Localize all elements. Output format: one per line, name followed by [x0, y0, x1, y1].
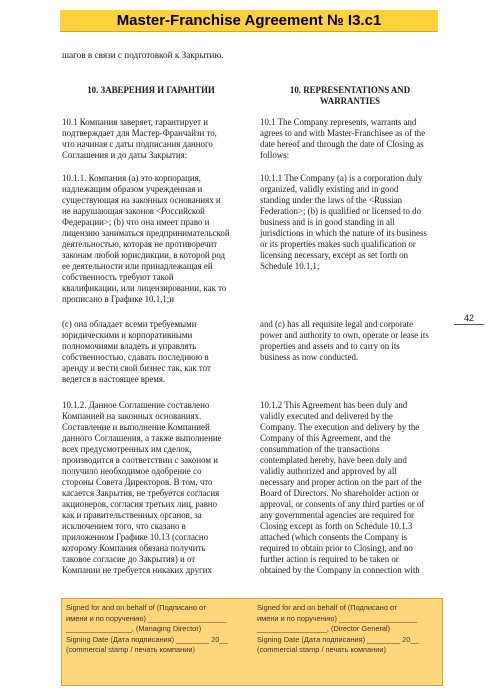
signature-footer — [61, 598, 443, 686]
text-line: ведется в настоящее время. — [62, 374, 166, 384]
text-line: validly authorized and approved by all — [260, 466, 397, 476]
text-line: contemplated hereby, have been duly and — [260, 455, 407, 465]
text-line: таковое согласие до Закрытия) и от — [62, 554, 196, 564]
text-line: аренду и вести свой бизнес так, как тот — [62, 363, 211, 373]
text-line: Соглашения и до даты Закрытия: — [62, 150, 188, 160]
english-paragraph-10-1 — [260, 117, 440, 161]
text-line: полномочиями владеть и управлять — [62, 341, 197, 351]
text-line: не нарушающая законов <Российской — [62, 206, 205, 216]
text-line: как и правительственных органов, за — [62, 510, 202, 520]
text-line: надлежащим образом учрежденная и — [62, 184, 203, 194]
russian-paragraph-10-1-2 — [62, 400, 240, 576]
text-line: further action is required to be taken or — [260, 554, 399, 564]
text-line: organized, validly existing and in good — [260, 184, 399, 194]
text-line: Федерации>; (b) что она имеет право и — [62, 217, 210, 227]
text-line: 10.1.1. Компания (a) это корпорация, — [62, 173, 201, 183]
text-line: лицензию заниматься предпринимательской — [62, 228, 230, 238]
text-line: приложенном Графике 10.13 (согласно — [62, 532, 209, 542]
text-line: business and is in good standing in all — [260, 217, 395, 227]
text-line: follows: — [260, 150, 290, 160]
text-line: Составление и выполнение Компанией — [62, 422, 210, 432]
text-line: 10.1.1 The Company (a) is a corporation duly — [260, 173, 423, 183]
text-line: 10.1.2. Данное Соглашение составлено — [62, 400, 210, 410]
signature-line: _________________, (Director General) — [257, 624, 391, 633]
text-line: jurisdictions in which the nature of its business — [260, 228, 427, 238]
document-title: Master-Franchise Agreement № I3.c1 — [116, 12, 382, 29]
text-line: Компанией на законных основаниях. — [62, 411, 202, 421]
text-line: подтверждает для Мастер-Франчайзи то, — [62, 128, 217, 138]
page-number: 42 — [464, 313, 475, 323]
text-line: Closing except as forth on Schedule 10.1.3 — [260, 521, 413, 531]
signature-line: Signing Date (Дата подписания) ________ 20__ — [257, 634, 419, 644]
text-line: any governmental agencies are required for — [260, 510, 415, 520]
text-line: прописано в Графике 10.1,1;и — [62, 294, 175, 304]
text-line: Schedule 10.1,1; — [260, 261, 320, 271]
text-line: 10.1 The Company represents, warrants and — [260, 117, 417, 127]
text-line: квалификации, или лицензировании, как то — [62, 283, 227, 293]
text-line: всех предусмотренных им сделок, — [62, 444, 192, 454]
text-line: Board of Directors. No shareholder action or — [260, 488, 419, 498]
text-line: obtained by the Company in connection with — [260, 565, 420, 575]
text-line: agrees to and with Master-Franchisee as of the — [260, 128, 426, 138]
text-line: что начиная с даты подписания данного — [62, 139, 213, 149]
russian-paragraph-10-1 — [62, 117, 240, 161]
text-line: consummation of the transactions — [260, 444, 380, 454]
text-line: 10.1.2 This Agreement has been duly and — [260, 400, 408, 410]
russian-paragraph-c — [62, 319, 240, 385]
text-line: которому Компания обязана получить — [62, 543, 206, 553]
text-line: or its properties makes such qualification or — [260, 239, 416, 249]
text-line: акционеров, согласия третьих лиц, равно — [62, 499, 218, 509]
text-line: ее деятельности или принадлежащая ей — [62, 261, 213, 271]
signature-line: имени и по поручению) ___________________ — [257, 613, 418, 623]
text-line: данного Соглашения, а также выполнение — [62, 433, 222, 443]
text-line: validly executed and delivered by the — [260, 411, 393, 421]
page-number-rule — [454, 324, 484, 325]
english-paragraph-c — [260, 319, 440, 363]
lead-text: шагов в связи с подготовкой к Закрытию. — [62, 50, 224, 60]
text-line: собственностью, сдавать последнюю в — [62, 352, 209, 362]
text-line: attached (which consents the Company is — [260, 532, 408, 542]
text-line: properties and assets and to carry on its — [260, 341, 400, 351]
text-line: 10.1 Компания заверяет, гарантирует и — [62, 117, 208, 127]
english-paragraph-10-1-2 — [260, 400, 440, 576]
text-line: стороны Совета Директоров. В том, что — [62, 477, 213, 487]
text-line: деятельностью, которая не противоречит — [62, 239, 218, 249]
text-line: Компании не требуется никаких других — [62, 565, 212, 575]
text-line: собственность требуют такой — [62, 272, 174, 282]
text-line: производится в соответствии с законом и — [62, 455, 218, 465]
text-line: date hereof and through the date of Closing as — [260, 139, 424, 149]
signature-block-right — [257, 603, 435, 656]
text-line: Company of this Agreement, and the — [260, 433, 391, 443]
text-line: power and authority to own, operate or lease its — [260, 330, 429, 340]
text-line: and (c) has all requisite legal and corporate — [260, 319, 414, 329]
text-line: законам любой юрисдикции, в которой род — [62, 250, 226, 260]
russian-paragraph-10-1-1 — [62, 173, 240, 305]
text-line: licensing necessary, except as set forth on — [260, 250, 409, 260]
text-line: approval, or consents of any third parties or of — [260, 499, 425, 509]
english-paragraph-10-1-1 — [260, 173, 440, 272]
signature-line: Signing Date (Дата подписания) ________ 20__ — [66, 634, 228, 644]
text-line: касается Закрытия, не требуется согласия — [62, 488, 220, 498]
signature-line: ________________, (Managing Director) — [66, 624, 202, 633]
signature-line: Signed for and on behalf of (Подписано от — [66, 603, 207, 612]
heading-line: WARRANTIES — [319, 96, 381, 106]
text-line: (c) она обладает всеми требуемыми — [62, 319, 197, 329]
signature-line: (commercial stamp / печать компании) — [66, 645, 195, 654]
text-line: Federation>; (b) is qualified or licensed to do — [260, 206, 422, 216]
text-line: исключением того, что сказано в — [62, 521, 186, 531]
signature-line: (commercial stamp / печать компании) — [257, 645, 386, 654]
signature-line: Signed for and on behalf of (Подписано от — [257, 603, 398, 612]
english-section-heading — [260, 85, 440, 107]
russian-section-heading: 10. ЗАВЕРЕНИЯ И ГАРАНТИИ — [87, 85, 215, 95]
text-line: business as now conducted. — [260, 352, 359, 362]
header-banner — [60, 10, 438, 32]
text-line: юридическими и корпоративными — [62, 330, 193, 340]
text-line: standing under the laws of the <Russian — [260, 195, 403, 205]
text-line: Company. The execution and delivery by the — [260, 422, 420, 432]
signature-block-left — [66, 603, 244, 656]
signature-line: имени и по поручению) ___________________ — [66, 613, 227, 623]
text-line: получило необходимое одобрение со — [62, 466, 202, 476]
text-line: necessary and proper action on the part of the — [260, 477, 422, 487]
text-line: существующая на законных основаниях и — [62, 195, 221, 205]
text-line: required to obtain prior to Closing), and no — [260, 543, 413, 553]
heading-line: 10. REPRESENTATIONS AND — [289, 85, 411, 95]
